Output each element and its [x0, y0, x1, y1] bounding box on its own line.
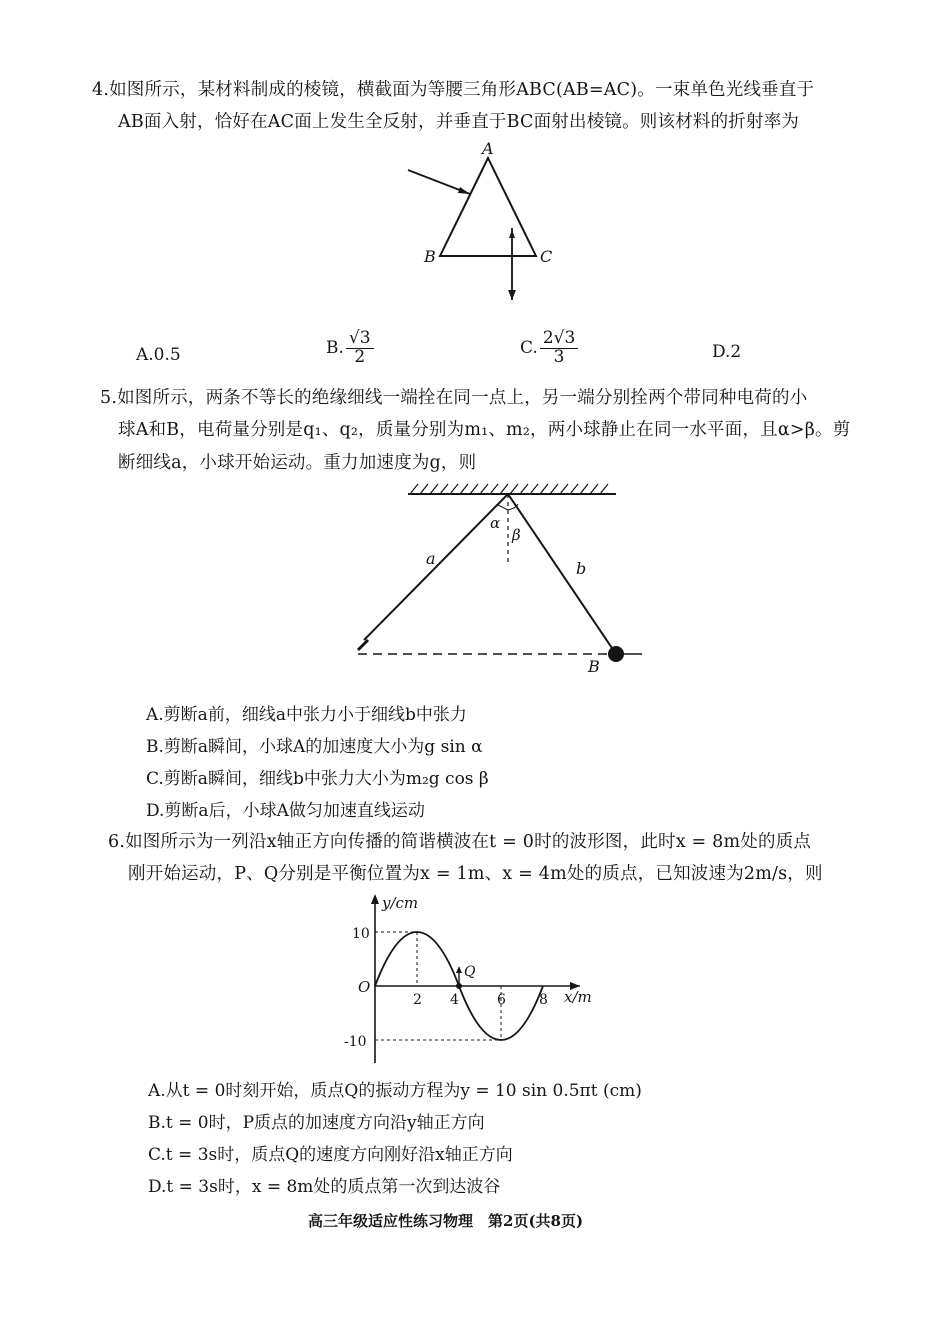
q4-option-D: D.2: [712, 342, 742, 362]
incident-arrow-icon: [458, 187, 470, 194]
q4-stem-line2: AB面入射，恰好在AC面上发生全反射，并垂直于BC面射出棱镜。则该材料的折射率为: [118, 112, 800, 132]
vertex-label-C: C: [540, 247, 553, 266]
fraction-numerator: √3: [346, 330, 374, 349]
angle-beta-label: β: [512, 526, 521, 544]
q5-option-B: B.剪断a瞬间，小球A的加速度大小为g sin α: [146, 737, 483, 757]
x-tick-4: 4: [450, 992, 459, 1008]
q5-stem-line3: 断细线a，小球开始运动。重力加速度为g，则: [118, 453, 477, 473]
q4-option-B-fraction: [346, 330, 374, 367]
ceiling-hatching: [410, 484, 608, 494]
vertex-label-B: B: [424, 247, 436, 266]
ball-B-label: B: [588, 657, 600, 676]
q6-option-A: A.从t = 0时刻开始，质点Q的振动方程为y = 10 sin 0.5πt (cm): [148, 1081, 642, 1101]
q6-option-C: C.t = 3s时，质点Q的速度方向刚好沿x轴正方向: [148, 1145, 513, 1165]
y-axis-arrow-icon: [371, 894, 379, 904]
angle-alpha-arc: [498, 505, 508, 510]
q6-stem-line2: 刚开始运动，P、Q分别是平衡位置为x = 1m、x = 4m处的质点，已知波速为2m/s，则: [128, 864, 823, 884]
q5-option-C: C.剪断a瞬间，细线b中张力大小为m₂g cos β: [146, 769, 489, 789]
origin-label: O: [358, 978, 371, 996]
wave-graph: [330, 888, 610, 1068]
ball-a-mark: [358, 640, 368, 650]
thread-a-label: a: [426, 549, 436, 568]
q6-option-D: D.t = 3s时，x = 8m处的质点第一次到达波谷: [148, 1177, 501, 1197]
q4-option-B-prefix: B.: [326, 337, 344, 358]
q5-stem-line1: 5.如图所示，两条不等长的绝缘细线一端拴在同一点上，另一端分别拴两个带同种电荷的小: [100, 388, 808, 408]
q6-option-B: B.t = 0时，P质点的加速度方向沿y轴正方向: [148, 1113, 485, 1133]
pendulum-diagram: [340, 480, 660, 680]
prism-diagram: [400, 140, 570, 305]
thread-b-label: b: [576, 559, 587, 578]
point-Q-label: Q: [464, 964, 476, 980]
exit-arrow-icon: [508, 290, 516, 300]
point-Q-arrow-icon: [456, 966, 462, 973]
q4-option-A: A.0.5: [136, 345, 181, 365]
fraction-denominator: 3: [553, 346, 565, 367]
q4-option-C-prefix: C.: [520, 337, 538, 358]
x-tick-8: 8: [539, 992, 548, 1008]
q4-option-B: [326, 330, 374, 367]
thread-b: [508, 494, 616, 654]
q4-option-C-fraction: [540, 330, 578, 367]
thread-a: [364, 494, 508, 640]
q4-stem-line1: 4.如图所示，某材料制成的棱镜，横截面为等腰三角形ABC(AB=AC)。一束单色光线垂直于: [92, 80, 815, 100]
x-tick-2: 2: [413, 992, 422, 1008]
inner-arrow-icon: [509, 230, 515, 238]
q5-stem-line2: 球A和B，电荷量分别是q₁、q₂，质量分别为m₁、m₂，两小球静止在同一水平面，且α>β。剪: [118, 420, 851, 440]
y-axis-label: y/cm: [382, 894, 419, 912]
x-axis-label: x/m: [564, 988, 592, 1006]
q4-option-C: [520, 330, 578, 367]
q6-stem-line1: 6.如图所示为一列沿x轴正方向传播的简谐横波在t = 0时的波形图，此时x = 8m处的质点: [108, 832, 812, 852]
ball-B: [608, 646, 624, 662]
page-footer: 高三年级适应性练习物理 第2页(共8页): [308, 1212, 584, 1230]
q5-option-A: A.剪断a前，细线a中张力小于细线b中张力: [146, 705, 467, 725]
y-tick-10: 10: [352, 926, 370, 942]
y-tick-minus-10: -10: [344, 1034, 367, 1050]
q5-option-D: D.剪断a后，小球A做匀加速直线运动: [146, 801, 425, 821]
prism-triangle: [440, 158, 536, 256]
fraction-numerator: 2√3: [540, 330, 578, 349]
x-tick-6: 6: [497, 992, 506, 1008]
vertex-label-A: A: [482, 140, 494, 158]
angle-alpha-label: α: [490, 514, 501, 532]
fraction-denominator: 2: [354, 346, 366, 367]
